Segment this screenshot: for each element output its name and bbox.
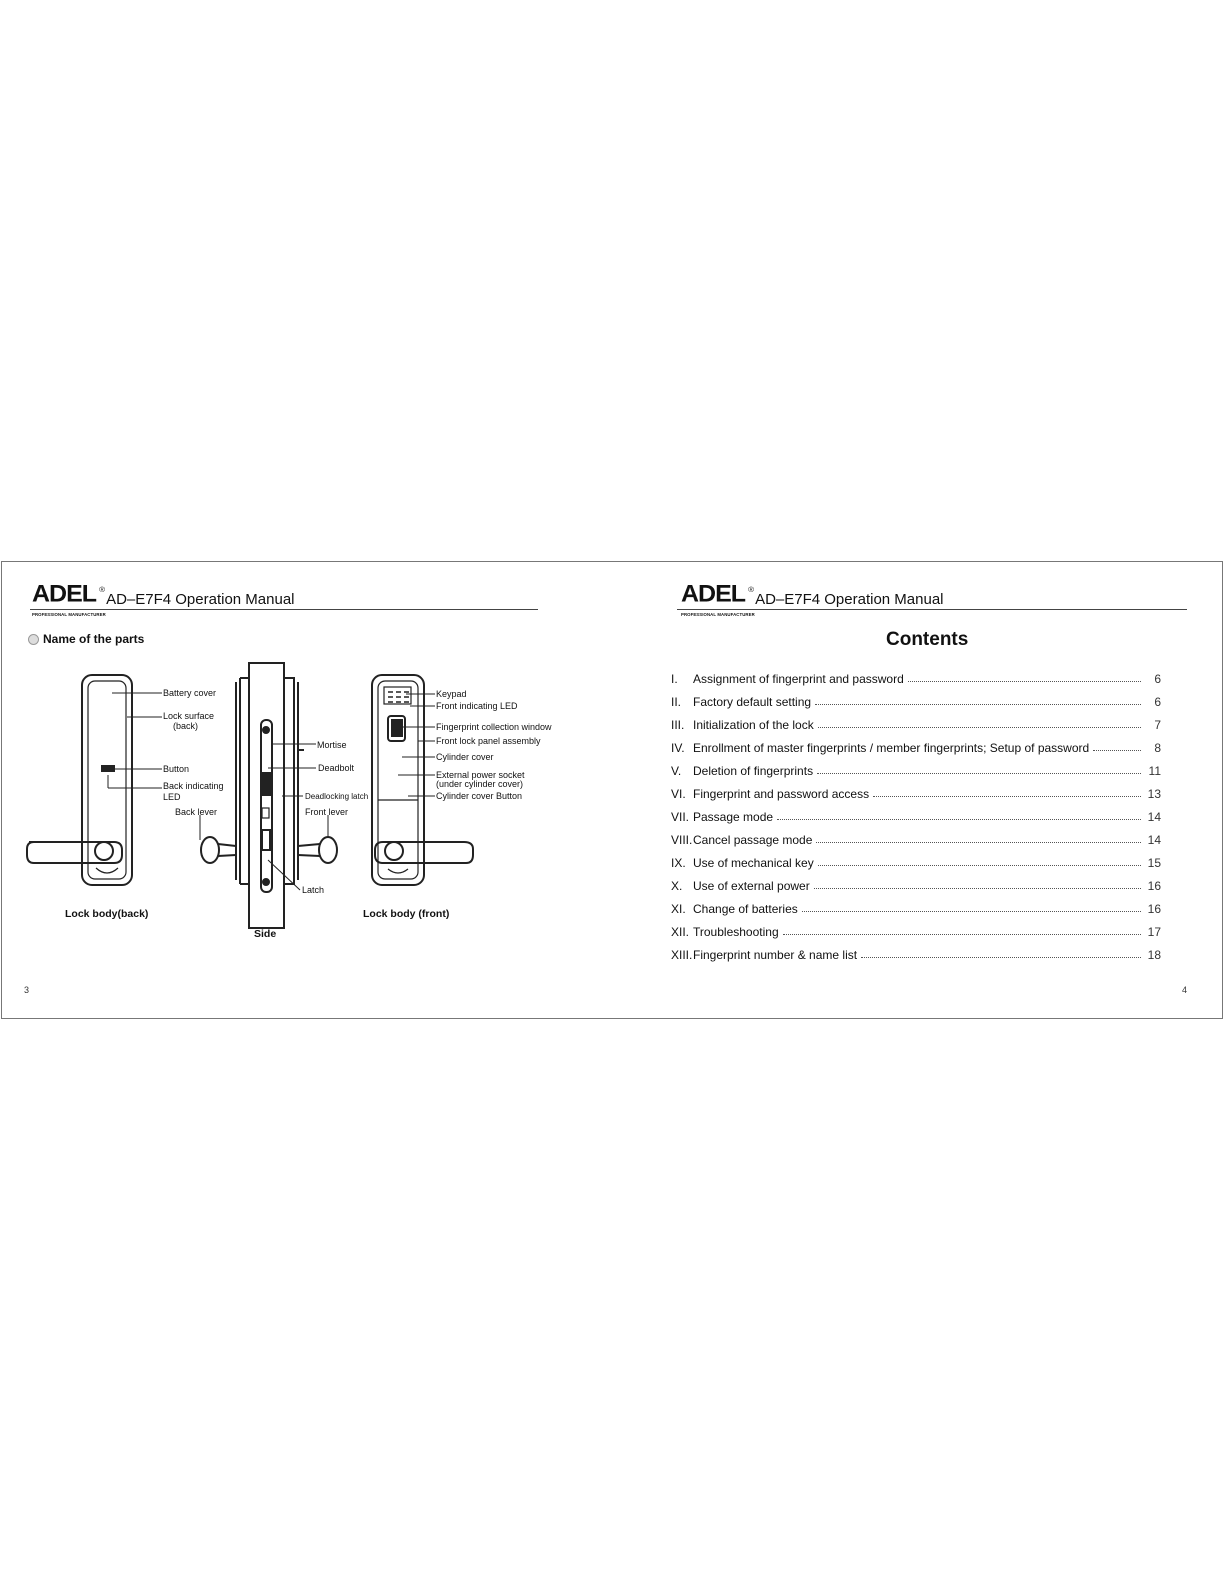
toc-entry[interactable]: V. Deletion of fingerprints 11 bbox=[671, 764, 1161, 778]
label-cylinder-cover: Cylinder cover bbox=[436, 752, 494, 762]
manual-title: AD–E7F4 Operation Manual bbox=[106, 591, 295, 608]
label-front-panel: Front lock panel assembly bbox=[436, 736, 541, 746]
toc-entry[interactable]: I. Assignment of fingerprint and password 6 bbox=[671, 672, 1161, 686]
label-button: Button bbox=[163, 764, 190, 774]
label-front-lever: Front lever bbox=[305, 807, 349, 817]
label-deadlocking-latch: Deadlocking latch bbox=[305, 792, 369, 801]
label-front-led: Front indicating LED bbox=[436, 701, 518, 711]
label-keypad: Keypad bbox=[436, 689, 467, 699]
label-lock-surface: Lock surface bbox=[163, 711, 215, 721]
label-fingerprint-window: Fingerprint collection window bbox=[436, 722, 552, 732]
lock-body-back-drawing bbox=[27, 675, 132, 885]
label-mortise: Mortise bbox=[317, 740, 347, 750]
label-back-led: LED bbox=[163, 792, 181, 802]
page-number-right: 4 bbox=[1182, 985, 1188, 995]
caption-front: Lock body (front) bbox=[363, 908, 450, 920]
label-back-lever: Back lever bbox=[175, 807, 218, 817]
caption-side: Side bbox=[254, 928, 277, 940]
label-battery-cover: Battery cover bbox=[163, 688, 217, 698]
label-deadbolt: Deadbolt bbox=[318, 763, 355, 773]
caption-back: Lock body(back) bbox=[65, 908, 149, 920]
toc-entry[interactable]: IX. Use of mechanical key 15 bbox=[671, 856, 1161, 870]
label-back-indicating: Back indicating bbox=[163, 781, 224, 791]
toc-entry[interactable]: III. Initialization of the lock 7 bbox=[671, 718, 1161, 732]
page-number-left: 3 bbox=[24, 985, 30, 995]
adel-logo: ADEL ® PROFESSIONAL MANUFACTURER bbox=[32, 580, 106, 617]
contents-title: Contents bbox=[886, 629, 969, 650]
section-title: Name of the parts bbox=[28, 632, 144, 646]
toc-entry[interactable]: XII. Troubleshooting 17 bbox=[671, 925, 1161, 939]
toc-entry[interactable]: XIII. Fingerprint number & name list 18 bbox=[671, 948, 1161, 962]
table-of-contents bbox=[671, 663, 1161, 962]
toc-entry[interactable]: X. Use of external power 16 bbox=[671, 879, 1161, 893]
label-external-power: External power socket bbox=[436, 770, 525, 780]
label-lock-surface-back: (back) bbox=[173, 721, 199, 731]
adel-logo: ADEL ® PROFESSIONAL MANUFACTURER bbox=[681, 580, 755, 617]
label-external-power-note: (under cylinder cover) bbox=[436, 779, 524, 789]
toc-entry[interactable]: IV. Enrollment of master fingerprints / member fingerprints; Setup of password 8 bbox=[671, 741, 1161, 755]
label-cylinder-button: Cylinder cover Button bbox=[436, 791, 523, 801]
label-latch: Latch bbox=[302, 885, 325, 895]
manual-title: AD–E7F4 Operation Manual bbox=[755, 591, 944, 608]
toc-entry[interactable]: VII. Passage mode 14 bbox=[671, 810, 1161, 824]
toc-entry[interactable]: VI. Fingerprint and password access 13 bbox=[671, 787, 1161, 801]
toc-entry[interactable]: II. Factory default setting 6 bbox=[671, 695, 1161, 709]
toc-entry[interactable]: VIII. Cancel passage mode 14 bbox=[671, 833, 1161, 847]
toc-entry[interactable]: XI. Change of batteries 16 bbox=[671, 902, 1161, 916]
